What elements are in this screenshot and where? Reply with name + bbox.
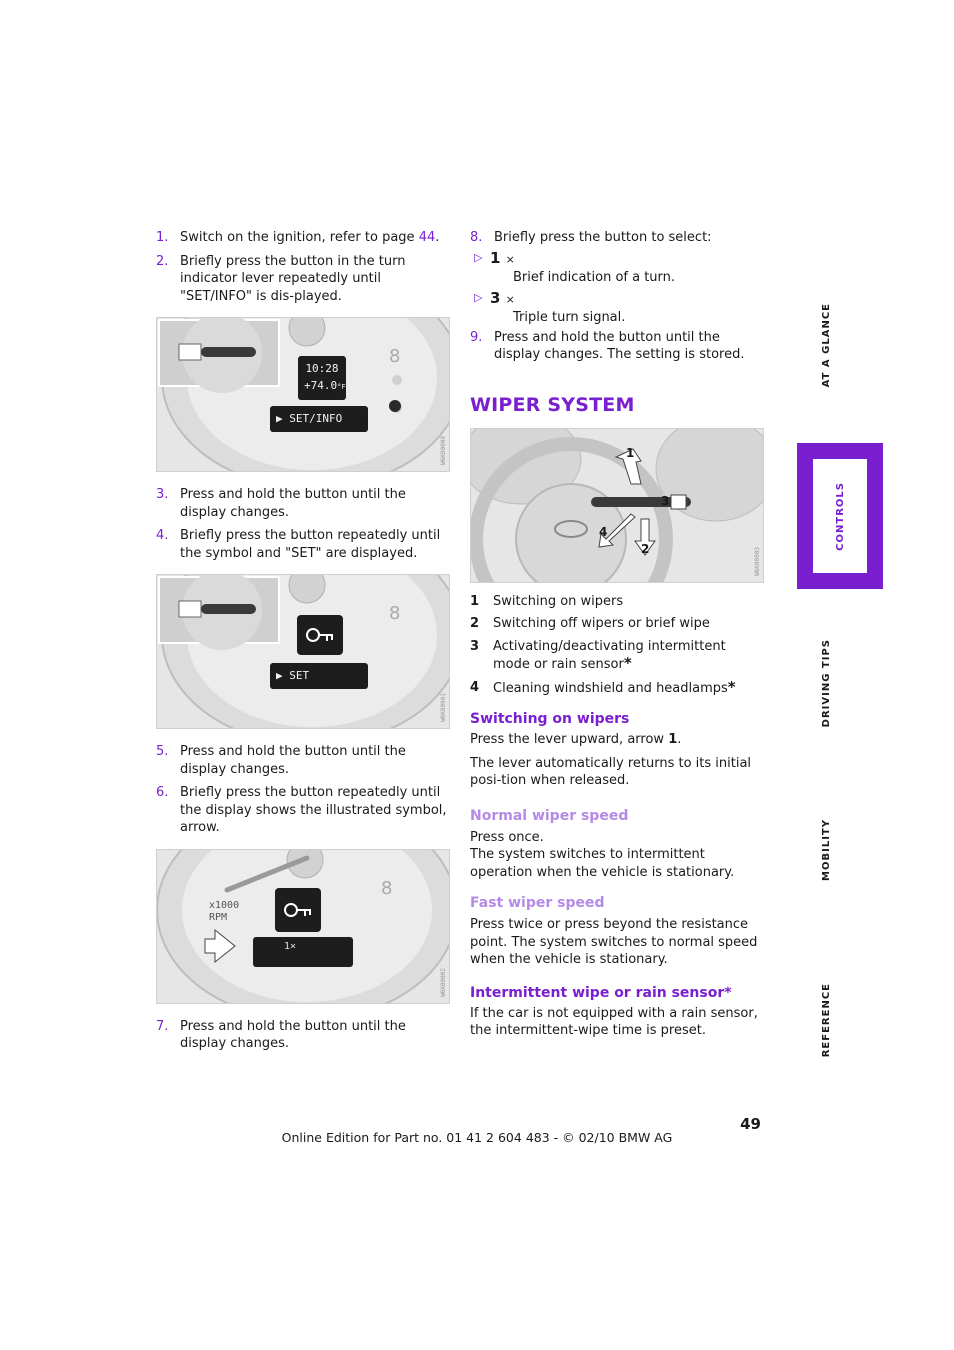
blink-icon: ⨯ (505, 292, 515, 306)
step-7 (156, 1018, 450, 1053)
side-tab-reference[interactable]: REFERENCE (820, 982, 832, 1058)
paragraph: If the car is not equipped with a rain sensor, the intermittent-wipe time is preset. (470, 1005, 758, 1038)
arrow-label-4: 4 (599, 524, 608, 539)
option-3 (470, 289, 764, 309)
paragraph: The system switches to intermittent operation when the vehicle is stationary. (470, 847, 735, 880)
step-number: 2. (156, 253, 169, 269)
step-text: Press and hold the button until the display changes. (180, 744, 406, 777)
step-2 (156, 253, 450, 306)
step-text: Briefly press the button in the turn indicator lever repeatedly until "SET/INFO" is dis-played. (180, 253, 406, 304)
legend-text: Activating/deactivating intermittent mode or rain sensor (493, 638, 726, 672)
step-number: 6. (156, 785, 169, 800)
page-link[interactable]: 44 (418, 230, 436, 245)
legend-text: Switching off wipers or brief wipe (493, 616, 710, 631)
step-text: Press and hold the button until the display changes. (180, 487, 406, 520)
figure-turn-signal-menu (156, 849, 450, 1004)
step-8 (470, 229, 764, 247)
legend-item-2 (470, 615, 764, 633)
paragraph: Press once. (470, 829, 544, 845)
heading-normal-wiper-speed: Normal wiper speed (470, 807, 629, 824)
page-number: 49 (740, 1115, 761, 1133)
option-desc: Brief indication of a turn. (513, 269, 676, 285)
step-text: Briefly press the button repeatedly until the symbol and "SET" are displayed. (180, 528, 441, 561)
menu-text: SET (289, 669, 310, 682)
side-tab-controls[interactable]: CONTROLS (813, 459, 867, 573)
paragraph: Press twice or press beyond the resistance point. The system switches to normal speed when the vehicle is stationary. (470, 917, 758, 967)
paragraph: The lever automatically returns to its initial posi-tion when released. (470, 755, 752, 788)
step-5 (156, 743, 450, 778)
rpm-scale-label: x1000 (209, 899, 240, 911)
menu-text: SET/INFO (289, 412, 343, 425)
arrow-label-1: 1 (626, 445, 635, 460)
outside-temp: +74.0 (304, 379, 338, 392)
clock-temp-display (298, 356, 346, 400)
legend-text: Switching on wipers (493, 593, 624, 609)
step-text: Press and hold the button until the display changes. The setting is stored. (494, 329, 745, 362)
step-1: 1. Switch on the ignition, refer to page 44. (156, 230, 440, 245)
heading-switching-on-wipers: Switching on wipers (470, 711, 630, 727)
paragraph: Press the lever upward, arrow 1. (470, 732, 682, 747)
figure-set (156, 574, 450, 729)
instrument-cluster-illustration (157, 575, 450, 729)
step-number: 1. (156, 230, 169, 245)
step-4 (156, 527, 450, 562)
legend-item-4 (470, 679, 764, 698)
footer: Online Edition for Part no. 01 41 2 604 483 - © 02/10 BMW AG (281, 1130, 673, 1145)
legend-number: 4 (470, 679, 480, 695)
figure-code: W6K00000 (440, 436, 447, 465)
svg-text:8: 8 (381, 877, 393, 899)
side-tab-mobility[interactable]: MOBILITY (820, 819, 832, 881)
temp-unit: °F (337, 383, 346, 391)
option-symbol: 3 (490, 288, 501, 307)
step-text: Briefly press the button to select: (494, 230, 712, 245)
arrow-label-3: 3 (661, 493, 670, 508)
figure-wiper-lever (470, 428, 764, 583)
figure-code: W6K00001 (440, 693, 447, 722)
bullet-triangle-icon: ▷ (474, 290, 483, 304)
optional-equipment-star: * (623, 654, 632, 672)
steering-wheel-illustration (471, 429, 764, 583)
option-1 (470, 249, 764, 269)
instrument-cluster-illustration (157, 850, 450, 1004)
right-column (470, 229, 764, 1046)
menu-display: ▶ SET/INFO (270, 406, 368, 432)
svg-text:8: 8 (389, 346, 401, 367)
legend-text: Cleaning windshield and headlamps (493, 680, 728, 696)
step-text: Briefly press the button repeatedly until the display shows the illustrated symbol, arrow. (180, 785, 447, 835)
step-number: 4. (156, 528, 169, 543)
legend-item-1 (470, 593, 764, 611)
blink-icon: ⨯ (505, 252, 515, 266)
step-text: Switch on the ignition, refer to page (180, 230, 419, 245)
figure-code: W6K00002 (440, 967, 447, 997)
svg-text:8: 8 (389, 603, 401, 624)
optional-equipment-star: * (727, 677, 736, 696)
legend-number: 1 (470, 593, 480, 609)
step-number: 9. (470, 329, 483, 345)
bullet-triangle-icon: ▷ (474, 250, 483, 264)
figure-code: W6K00003 (754, 546, 761, 576)
legend-item-3 (470, 638, 764, 674)
arrow-label-2: 2 (641, 541, 650, 556)
option-desc: Triple turn signal. (513, 309, 626, 325)
left-column (156, 229, 450, 1059)
step-3 (156, 486, 450, 521)
step-number: 5. (156, 744, 169, 759)
step-6 (156, 784, 450, 837)
optional-equipment-star: * (724, 984, 732, 1001)
menu-display: ▶ SET (270, 663, 368, 689)
figure-set-info (156, 317, 450, 472)
step-number: 7. (156, 1018, 169, 1034)
turn-signal-option: 1× (284, 940, 297, 952)
side-tab-at-a-glance[interactable]: AT A GLANCE (820, 302, 832, 388)
step-text: Press and hold the button until the display changes. (180, 1018, 406, 1051)
side-tab-driving-tips[interactable]: DRIVING TIPS (820, 638, 832, 728)
legend-number: 3 (470, 638, 480, 654)
section-title: WIPER SYSTEM (470, 393, 635, 416)
step-number: 3. (156, 487, 169, 502)
legend-number: 2 (470, 616, 480, 631)
clock-time: 10:28 (305, 362, 339, 375)
heading-intermittent-wipe: Intermittent wipe or rain sensor* (470, 984, 732, 1001)
step-number: 8. (470, 230, 483, 245)
option-symbol: 1 (490, 248, 501, 267)
step-9 (470, 329, 764, 364)
heading-fast-wiper-speed: Fast wiper speed (470, 895, 605, 911)
rpm-unit-label: RPM (209, 911, 228, 923)
